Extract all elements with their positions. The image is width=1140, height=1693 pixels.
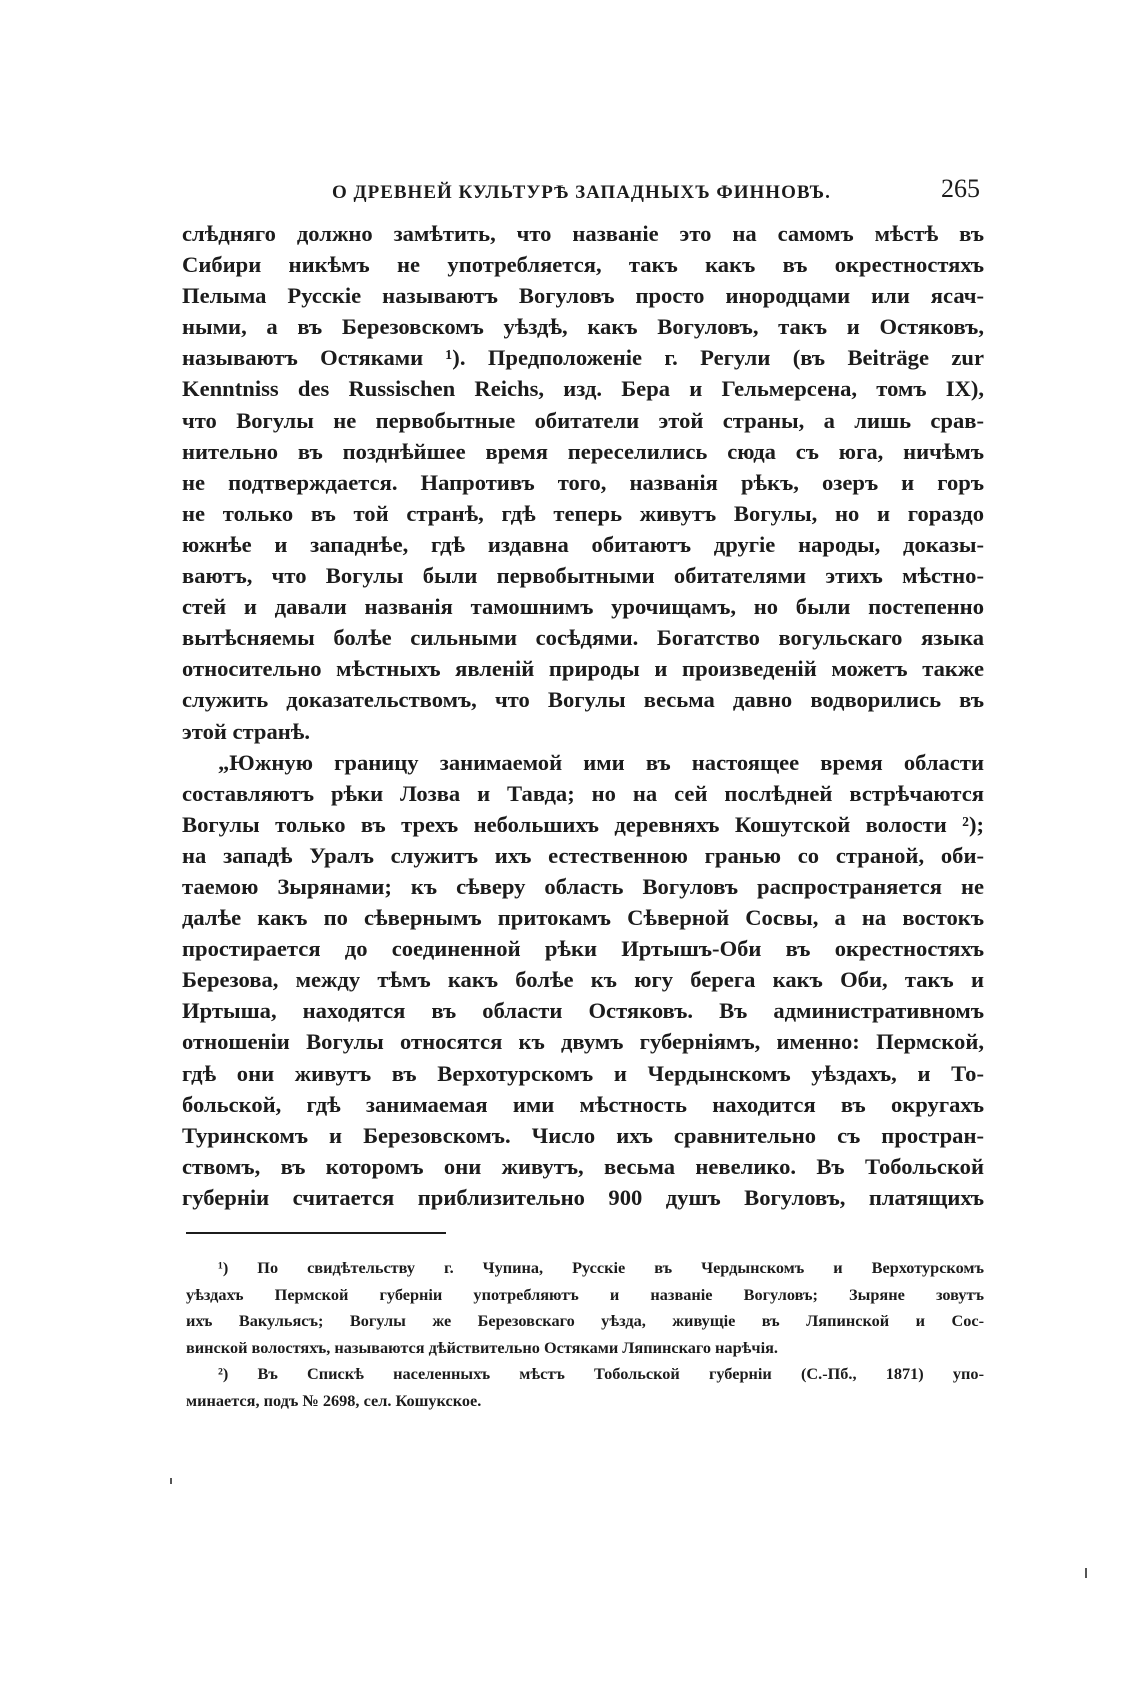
text-line: составляютъ рѣки Лозва и Тавда; но на сей послѣдней встрѣчаются bbox=[182, 780, 984, 806]
text-line: вытѣсняемы болѣе сильными сосѣдями. Богатство вогульскаго языка bbox=[182, 625, 984, 651]
footnote-1 bbox=[186, 1255, 984, 1361]
text-line: Березова, между тѣмъ какъ болѣе къ югу берега какъ Оби, такъ и bbox=[182, 967, 984, 993]
text-line: таемою Зырянами; къ сѣверу область Вогуловъ распространяется не bbox=[182, 873, 984, 899]
text-line: на западѣ Уралъ служитъ ихъ естественною гранью со страной, оби- bbox=[182, 842, 984, 868]
footnote-line: ¹) По свидѣтельству г. Чупина, Русскіе въ Чердынскомъ и Верхотурскомъ bbox=[218, 1258, 984, 1277]
page-number: 265 bbox=[941, 174, 980, 203]
text-line: служить доказательствомъ, что Вогулы весьма давно водворились въ bbox=[182, 687, 984, 713]
footnote-divider bbox=[186, 1232, 446, 1234]
text-line: называютъ Остяками ¹). Предположеніе г. Регули (въ Beiträge zur bbox=[182, 345, 984, 371]
scan-speck bbox=[1085, 1568, 1087, 1578]
footnote-line: минается, подъ № 2698, сел. Кошукское. bbox=[186, 1390, 482, 1410]
text-line: „Южную границу занимаемой ими въ настоящее время области bbox=[218, 749, 984, 775]
paragraph-2 bbox=[182, 747, 984, 1213]
text-line: стей и давали названія тамошнимъ урочищамъ, но были постепенно bbox=[182, 594, 984, 620]
text-line: Вогулы только въ трехъ небольшихъ деревняхъ Кошутской волости ²); bbox=[182, 811, 984, 837]
main-text bbox=[182, 218, 984, 1213]
text-line: Kenntniss des Russischen Reichs, изд. Бера и Гельмерсена, томъ IX), bbox=[182, 376, 984, 402]
text-line: относительно мѣстныхъ явленій природы и произведеній можетъ также bbox=[182, 656, 984, 682]
text-line: Сибири никѣмъ не употребляется, такъ какъ въ окрестностяхъ bbox=[182, 252, 984, 278]
text-line: больской, гдѣ занимаемая ими мѣстность находится въ округахъ bbox=[182, 1091, 984, 1117]
text-line: гдѣ они живутъ въ Верхотурскомъ и Чердынскомъ уѣздахъ, и То- bbox=[182, 1060, 984, 1086]
text-line: ваютъ, что Вогулы были первобытными обитателями этихъ мѣстно- bbox=[182, 563, 984, 589]
text-line: простирается до соединенной рѣки Иртышъ-Оби въ окрестностяхъ bbox=[182, 936, 984, 962]
text-line: ными, а въ Березовскомъ уѣздѣ, какъ Вогуловъ, такъ и Остяковъ, bbox=[182, 314, 984, 340]
text-line: губерніи считается приблизительно 900 душъ Вогуловъ, платящихъ bbox=[182, 1184, 984, 1210]
page-header bbox=[182, 174, 984, 214]
text-line: не подтверждается. Напротивъ того, названія рѣкъ, озеръ и горъ bbox=[182, 469, 984, 495]
text-line: что Вогулы не первобытные обитатели этой страны, а лишь срав- bbox=[182, 407, 984, 433]
text-line: Туринскомъ и Березовскомъ. Число ихъ сравнительно съ простран- bbox=[182, 1122, 984, 1148]
scan-speck bbox=[170, 1478, 172, 1484]
text-line: ствомъ, въ которомъ они живутъ, весьма невелико. Въ Тобольской bbox=[182, 1153, 984, 1179]
text-line: этой странѣ. bbox=[182, 718, 311, 744]
text-line: слѣдняго должно замѣтить, что названіе это на самомъ мѣстѣ въ bbox=[182, 221, 984, 246]
text-line: отношеніи Вогулы относятся къ двумъ губерніямъ, именно: Пермской, bbox=[182, 1029, 984, 1055]
paragraph-1 bbox=[182, 218, 984, 747]
footnote-line: уѣздахъ Пермской губерніи употребляютъ и названіе Вогуловъ; Зыряне зовутъ bbox=[186, 1284, 984, 1304]
footnote-2 bbox=[186, 1361, 984, 1414]
footnote-line: ихъ Вакульясъ; Вогулы же Березовскаго уѣзда, живущіе въ Ляпинской и Сос- bbox=[186, 1311, 984, 1330]
footnote-line: ²) Въ Спискѣ населенныхъ мѣстъ Тобольской губерніи (С.-Пб., 1871) упо- bbox=[218, 1364, 984, 1383]
text-line: нительно въ позднѣйшее время переселились сюда съ юга, ничѣмъ bbox=[182, 438, 984, 464]
text-line: Пелыма Русскіе называютъ Вогуловъ просто инородцами или ясач- bbox=[182, 283, 984, 309]
text-line: Иртыша, находятся въ области Остяковъ. Въ административномъ bbox=[182, 998, 984, 1024]
footnotes bbox=[186, 1255, 984, 1414]
text-line: далѣе какъ по сѣвернымъ притокамъ Сѣверной Сосвы, а на востокъ bbox=[182, 905, 984, 931]
running-title: О ДРЕВНЕЙ КУЛЬТУРѢ ЗАПАДНЫХЪ ФИННОВЪ. bbox=[332, 182, 831, 203]
footnote-line: винской волостяхъ, называются дѣйствительно Остяками Ляпинскаго нарѣчія. bbox=[186, 1337, 778, 1357]
text-line: южнѣе и западнѣе, гдѣ издавна обитаютъ другіе народы, доказы- bbox=[182, 531, 984, 557]
text-line: не только въ той странѣ, гдѣ теперь живутъ Вогулы, но и гораздо bbox=[182, 500, 984, 526]
